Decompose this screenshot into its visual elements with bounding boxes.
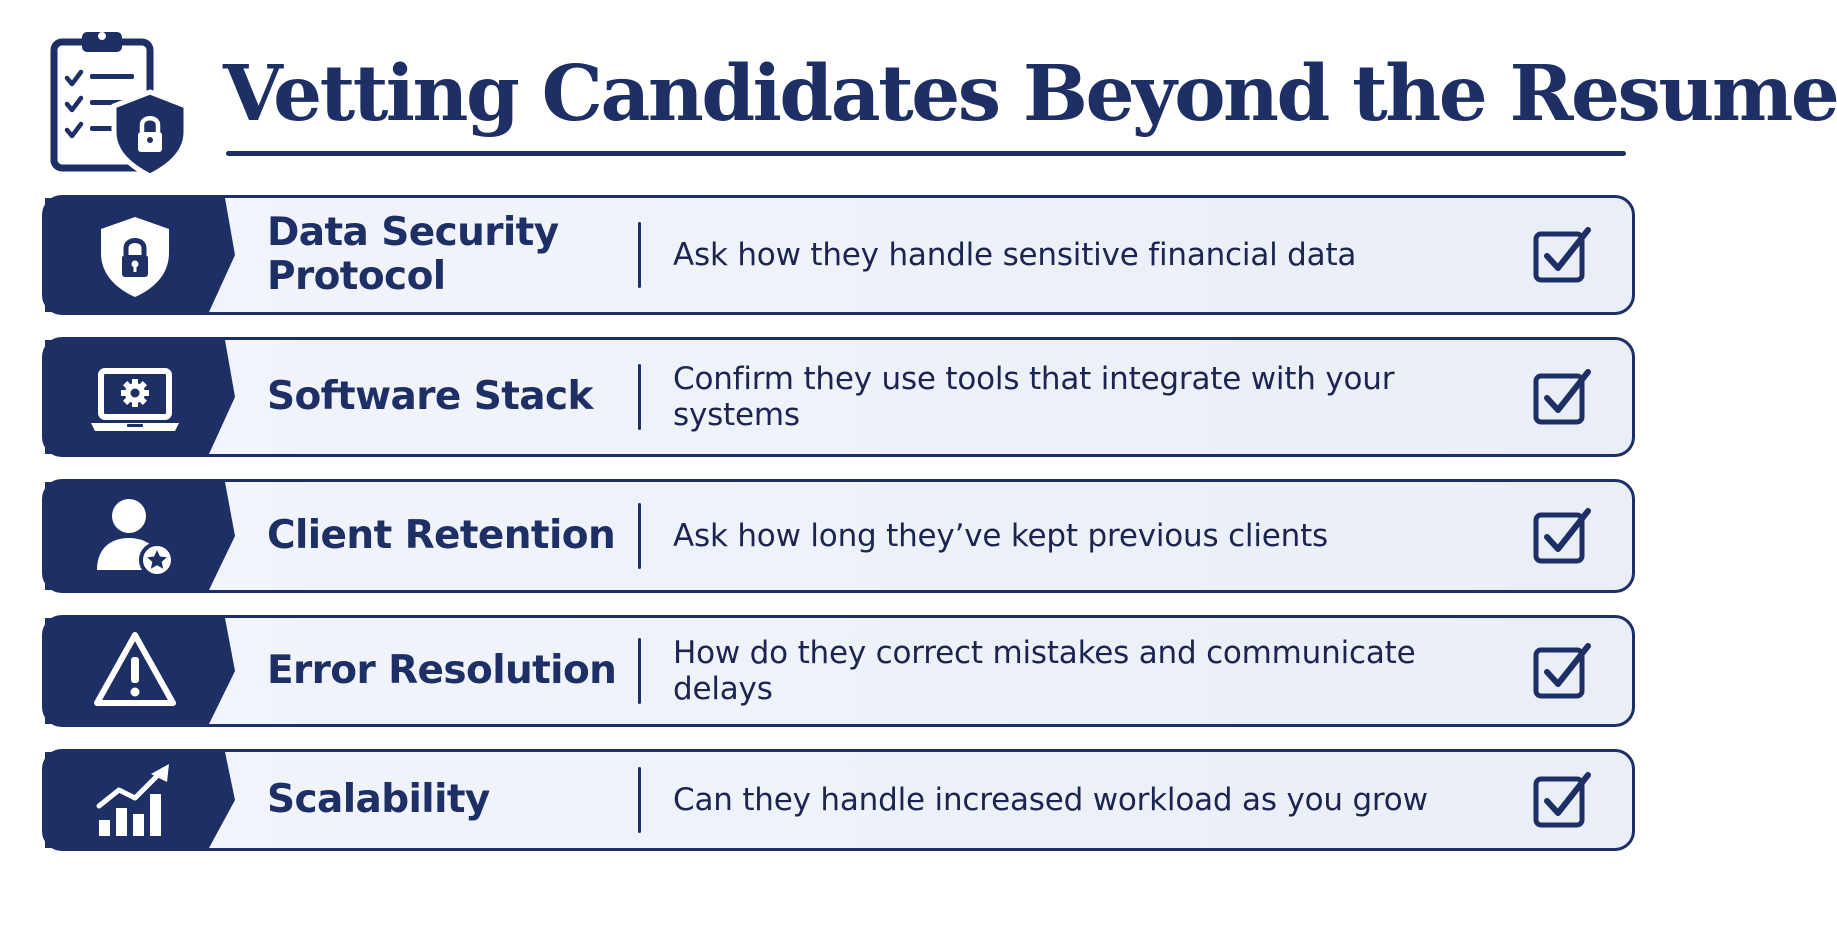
checked-box-icon[interactable]	[1532, 640, 1594, 702]
page-title: Vetting Candidates Beyond the Resume	[223, 49, 1837, 139]
checklist-row-scalability	[42, 749, 1635, 851]
shield-lock-icon	[85, 205, 185, 305]
row-description: Confirm they use tools that integrate with your systems	[673, 361, 1395, 433]
laptop-gear-icon	[85, 347, 185, 447]
clipboard-shield-icon	[50, 28, 198, 180]
row-divider	[638, 638, 641, 704]
row-description: How do they correct mistakes and communicate delays	[673, 635, 1416, 707]
checked-box-icon[interactable]	[1532, 769, 1594, 831]
checklist-row-client-retention	[42, 479, 1635, 593]
row-title: Software Stack	[267, 374, 593, 419]
title-underline	[226, 151, 1626, 156]
warning-triangle-icon	[85, 621, 185, 721]
row-divider	[638, 503, 641, 569]
row-description: Ask how they handle sensitive financial data	[673, 237, 1357, 273]
row-title: Scalability	[267, 777, 490, 822]
row-divider	[638, 364, 641, 430]
checklist-row-error-resolution	[42, 615, 1635, 727]
row-description: Can they handle increased workload as you grow	[673, 782, 1428, 818]
row-description: Ask how long they’ve kept previous clients	[673, 518, 1328, 554]
checked-box-icon[interactable]	[1532, 505, 1594, 567]
growth-chart-icon	[85, 750, 185, 850]
user-star-icon	[85, 486, 185, 586]
checklist-row-software-stack	[42, 337, 1635, 457]
checked-box-icon[interactable]	[1532, 224, 1594, 286]
row-title: Data Security Protocol	[267, 210, 559, 299]
row-title: Error Resolution	[267, 648, 617, 693]
row-divider	[638, 767, 641, 833]
row-title: Client Retention	[267, 513, 616, 558]
checklist-row-data-security	[42, 195, 1635, 315]
checked-box-icon[interactable]	[1532, 366, 1594, 428]
row-divider	[638, 222, 641, 288]
